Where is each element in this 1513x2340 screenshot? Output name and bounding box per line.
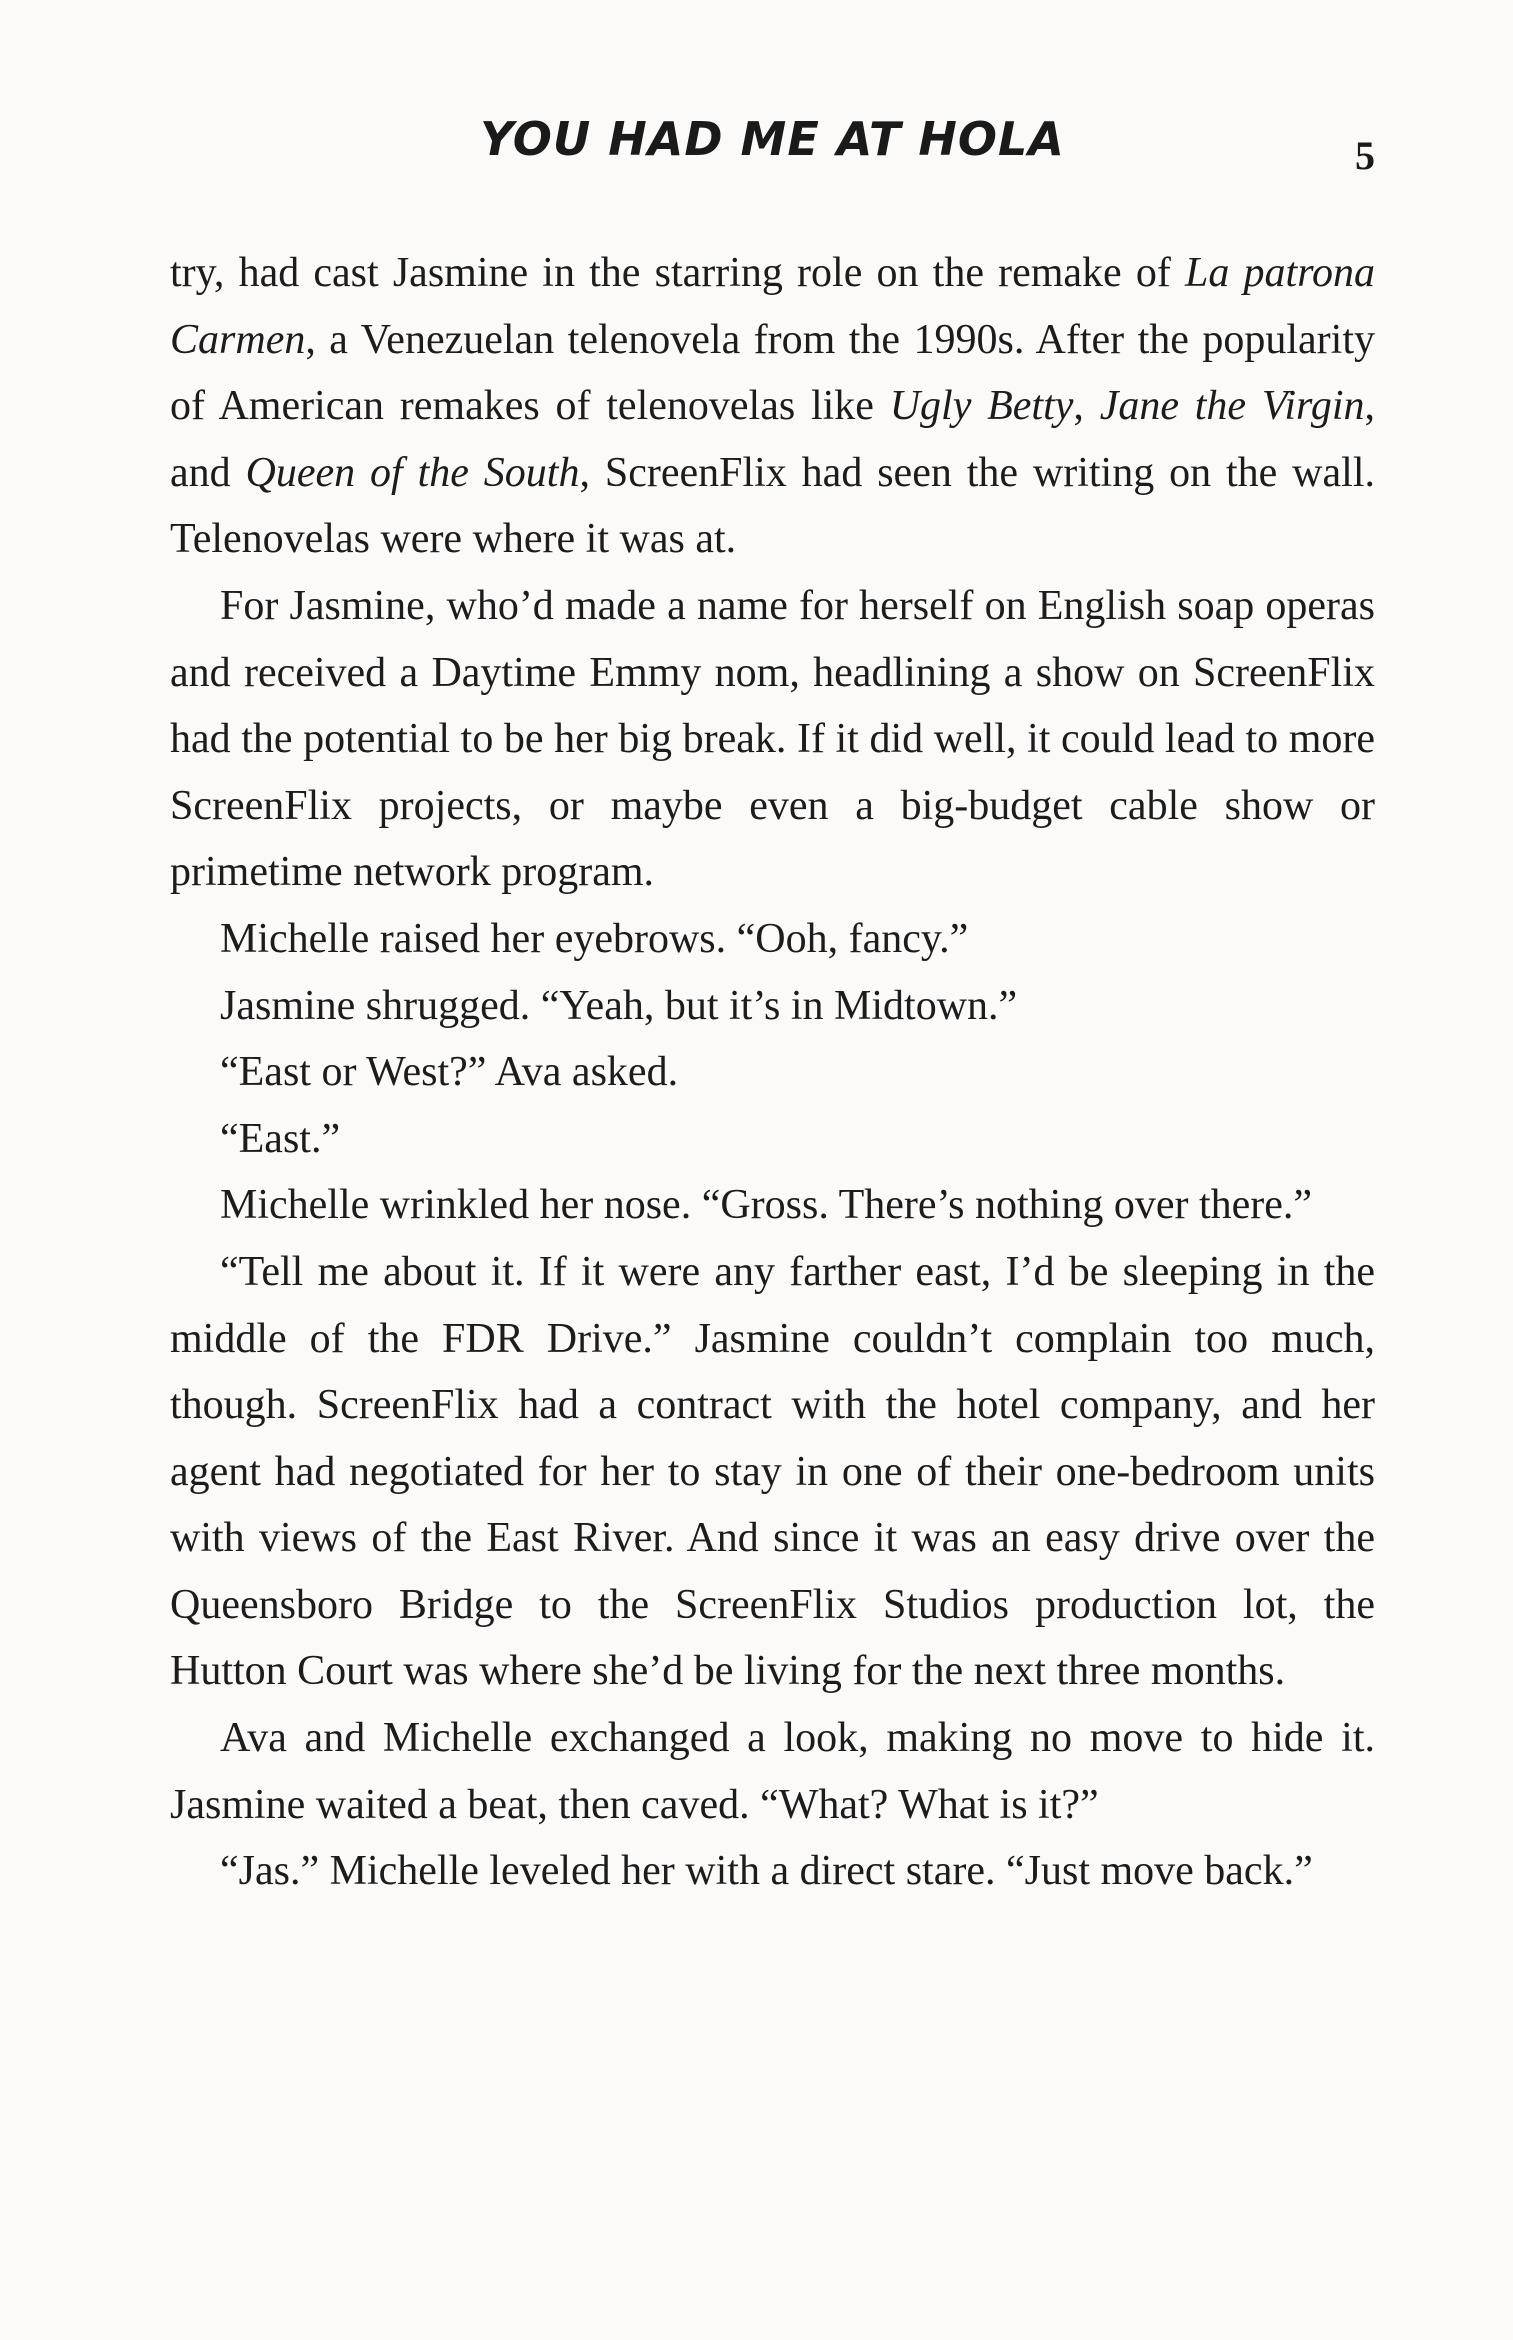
text-run: Ava and Michelle exchanged a look, making no move to hide it. Jasmine waited a beat, then caved. “What? What is it?”: [170, 1715, 1375, 1828]
text-run: “East.”: [220, 1115, 341, 1162]
paragraph: [170, 906, 1375, 973]
italic-title: Ugly Betty: [889, 383, 1074, 430]
italic-title: Jane the Virgin: [1099, 383, 1365, 430]
text-run: Jasmine shrugged. “Yeah, but it’s in Midtown.”: [220, 982, 1018, 1029]
text-run: For Jasmine, who’d made a name for herself on English soap operas and received a Daytime Emmy nom, headlining a show on ScreenFlix had the potential to be her big break. If it did well, it could lead to more ScreenFlix projects, or maybe even a big-budget cable show or primetime network program.: [170, 582, 1375, 896]
body-text: [170, 240, 1375, 1905]
paragraph: [170, 1705, 1375, 1838]
italic-title: La patrona Carmen: [170, 250, 1375, 363]
paragraph: [170, 240, 1375, 573]
italic-title: Queen of the South: [245, 449, 580, 496]
text-run: try, had cast Jasmine in the starring role on the remake of: [170, 250, 1186, 296]
text-run: ,: [1073, 383, 1100, 430]
paragraph: [170, 1838, 1375, 1905]
text-run: , and: [170, 383, 1376, 496]
paragraph: [170, 1239, 1375, 1705]
text-run: Michelle wrinkled her nose. “Gross. There’s nothing over there.”: [220, 1182, 1313, 1229]
paragraph: [170, 1039, 1375, 1106]
text-run: , ScreenFlix had seen the writing on the wall. Telenovelas were where it was at.: [170, 449, 1375, 563]
text-run: , a Venezuelan telenovela from the 1990s. After the popularity of American remakes of telenovelas like: [170, 316, 1375, 430]
text-run: Michelle raised her eyebrows. “Ooh, fancy.”: [220, 915, 969, 962]
text-run: “Tell me about it. If it were any farther east, I’d be sleeping in the middle of the FDR Drive.” Jasmine couldn’t complain too much, though. ScreenFlix had a contract with the hotel company, and her agent had negotiated for her to stay in one of their one-bedroom units with views of the East River. And since it was an easy drive over the Queensboro Bridge to the ScreenFlix Studios production lot, the Hutton Court was where she’d be living for the next three months.: [170, 1248, 1375, 1695]
paragraph: [170, 1172, 1375, 1239]
paragraph: [170, 573, 1375, 906]
text-run: “East or West?” Ava asked.: [220, 1049, 679, 1096]
page-header: [170, 112, 1375, 192]
text-run: “Jas.” Michelle leveled her with a direct stare. “Just move back.”: [220, 1848, 1313, 1895]
paragraph: [170, 973, 1375, 1040]
running-title: YOU HAD ME AT HOLA: [480, 112, 1065, 166]
paragraph: [170, 1106, 1375, 1173]
page-number: 5: [1355, 133, 1375, 178]
